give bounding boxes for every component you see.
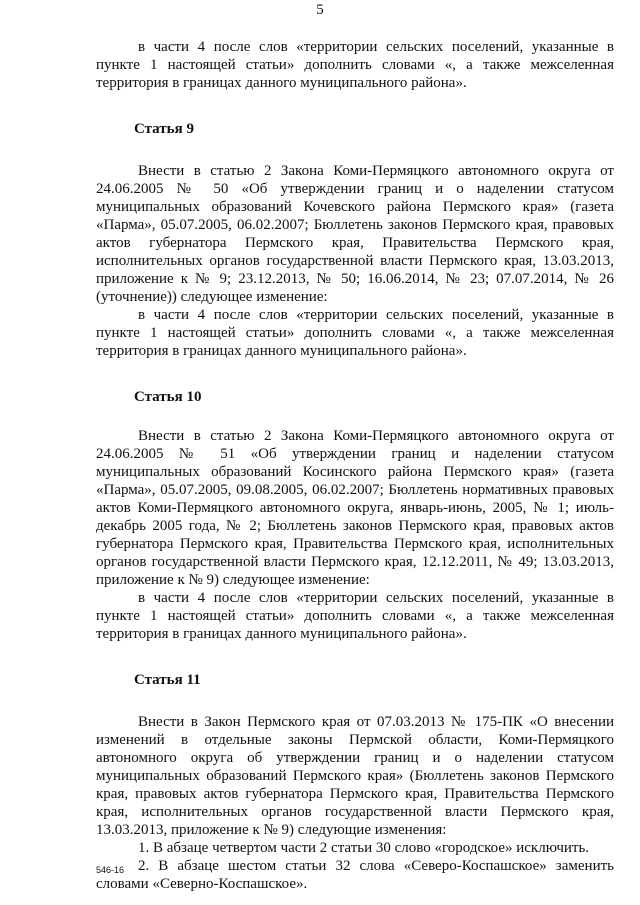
article-11-item-2: 2. В абзаце шестом статьи 32 слова «Северо-Коспашское» заменить словами «Северно-Коспашское».: [96, 858, 614, 892]
document-body: [96, 38, 614, 893]
article-9-title: Статья 9: [134, 121, 194, 137]
intro-paragraph: в части 4 после слов «территории сельских поселений, указанные в пункте 1 настоящей статьи» дополнить словами «, а также межселенная территория в границах данного муниципального района».: [96, 39, 614, 91]
article-10-title: Статья 10: [134, 389, 202, 405]
article-11-paragraph-1: Внести в Закон Пермского края от 07.03.2013 № 175-ПК «О внесении изменений в отдельные законы Пермской области, Коми-Пермяцкого автономного округа об утверждении границ и о наделении статусом муниципальных образований Пермского края» (Бюллетень законов Пермского края, правовых актов губернатора Пермского края, Правительства Пермского края, исполнительных органов государственной власти Пермского края, 13.03.2013, приложение к № 9) следующие изменения:: [96, 714, 614, 838]
article-11-title: Статья 11: [134, 672, 201, 688]
article-9-paragraph-2: в части 4 после слов «территории сельских поселений, указанные в пункте 1 настоящей статьи» дополнить словами «, а также межселенная территория в границах данного муниципального района».: [96, 307, 614, 359]
footer-code: 546-16: [96, 865, 125, 875]
article-10-paragraph-2: в части 4 после слов «территории сельских поселений, указанные в пункте 1 настоящей статьи» дополнить словами «, а также межселенная территория в границах данного муниципального района».: [96, 590, 614, 642]
article-11-item-1: 1. В абзаце четвертом части 2 статьи 30 слово «городское» исключить.: [138, 840, 590, 856]
page-number: 5: [316, 2, 324, 18]
article-9-paragraph-1: Внести в статью 2 Закона Коми-Пермяцкого автономного округа от 24.06.2005 № 50 «Об утверждении границ и о наделении статусом муниципальных образований Кочевского района Пермского края» (газета «Парма», 05.07.2005, 06.02.2007; Бюллетень законов Пермского края, правовых актов губернатора Пермского края, Правительства Пермского края, исполнительных органов государственной власти Пермского края, 13.03.2013, приложение к № 9; 23.12.2013, № 50; 16.06.2014, № 23; 07.07.2014, № 26 (уточнение)) следующее изменение:: [96, 163, 614, 305]
article-10-paragraph-1: Внести в статью 2 Закона Коми-Пермяцкого автономного округа от 24.06.2005 № 51 «Об утверждении границ и наделении статусом муниципальных образований Косинского района Пермского края» (газета «Парма», 05.07.2005, 09.08.2005, 06.02.2007; Бюллетень нормативных правовых актов Коми-Пермяцкого автономного округа, январь-июнь, 2005, № 1; июль-декабрь 2005 года, № 2; Бюллетень законов Пермского края, правовых актов губернатора Пермского края, Правительства Пермского края, исполнительных органов государственной власти Пермского края, 12.12.2011, № 49; 13.03.2013, приложение к № 9) следующее изменение:: [96, 428, 614, 588]
